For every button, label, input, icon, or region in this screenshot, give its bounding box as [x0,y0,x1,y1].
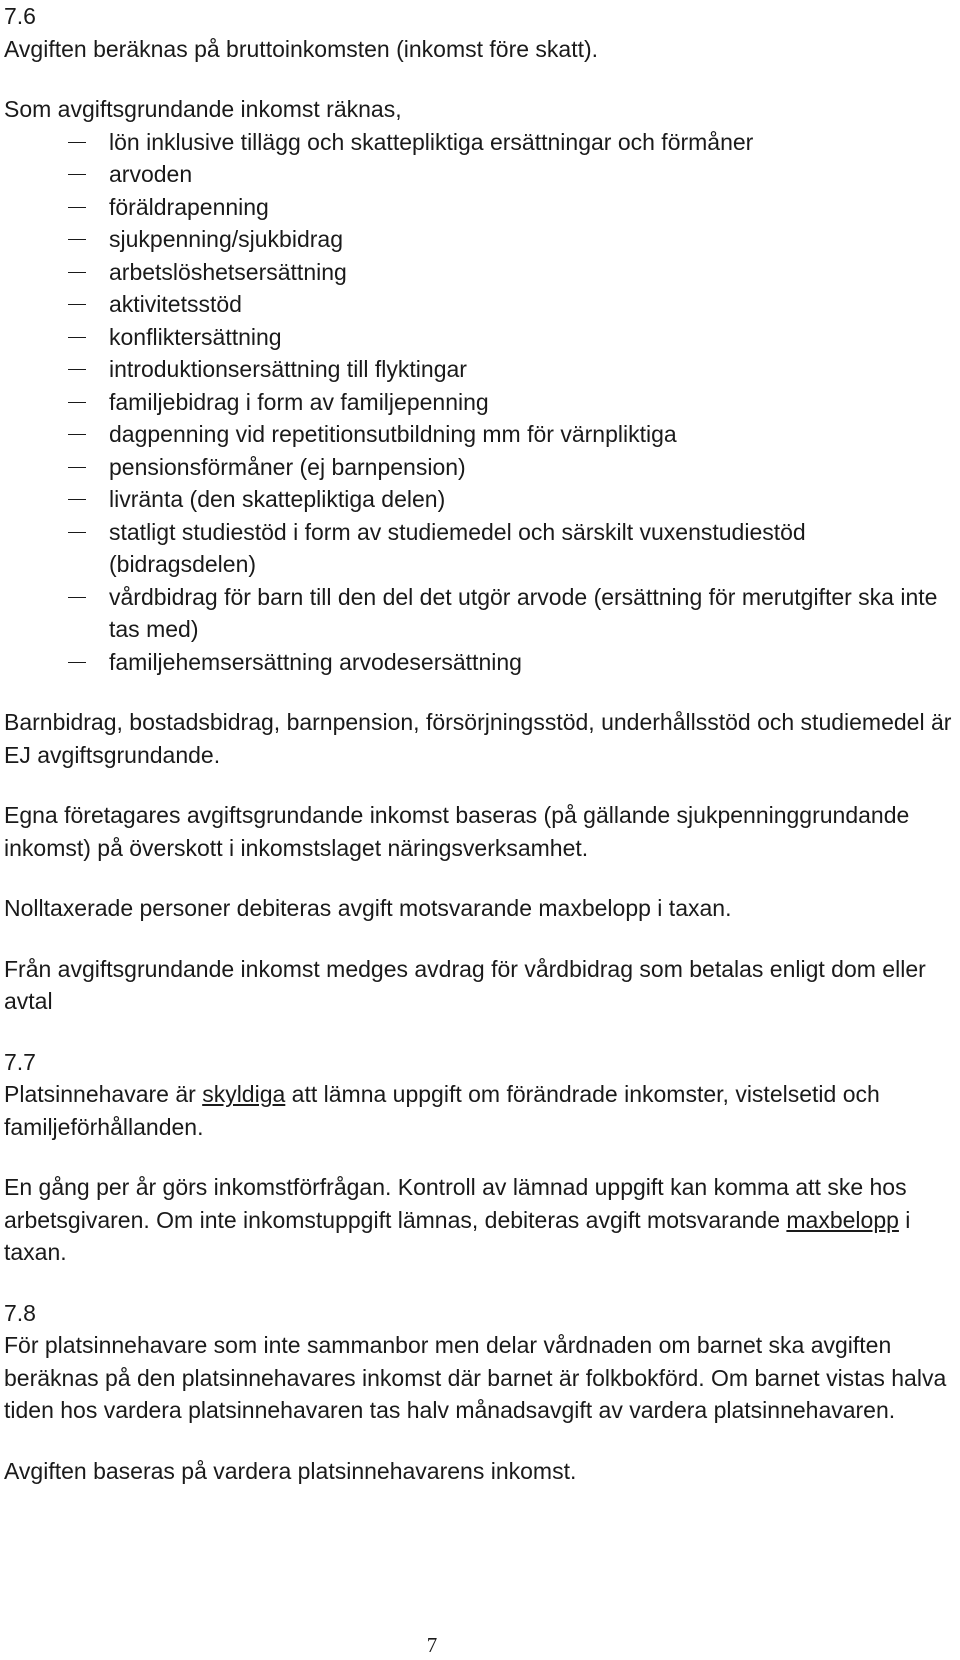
list-item [4,646,954,679]
shared-custody-paragraph: För platsinnehavare som inte sammanbor men delar vårdnaden om barnet ska avgiften beräknas på den platsinnehavares inkomst där barnet är folkbokförd. Om barnet vistas halva tiden hos vardera platsinnehavaren tas halv månadsavgift av vardera platsinnehavaren. [4,1332,947,1423]
list-lead: Som avgiftsgrundande inkomst räknas, [4,96,402,122]
income-basis-paragraph: Avgiften baseras på vardera platsinnehavarens inkomst. [4,1457,577,1484]
underlined-word: skyldiga [202,1081,286,1107]
dash-bullet-icon [68,337,86,338]
section-7-7 [4,1046,954,1269]
list-item-text: statligt studiestöd i form av studiemedel och särskilt vuxenstudiestöd (bidragsdelen) [109,518,806,577]
dash-bullet-icon [68,239,86,240]
deduction-paragraph: Från avgiftsgrundande inkomst medges avdrag för vårdbidrag som betalas enligt dom eller avtal [4,955,926,1014]
text-run: i taxan. [4,1206,911,1265]
list-item-text: vårdbidrag för barn till den del det utgör arvode (ersättning för merutgifter ska inte tas med) [109,583,938,642]
page-number: 7 [426,1633,438,1657]
text-run: Platsinnehavare är [4,1081,203,1107]
dash-bullet-icon [68,597,86,598]
list-item-text: arvoden [109,161,193,187]
list-item [4,353,954,386]
dash-bullet-icon [68,499,86,500]
section-number: 7.8 [4,1299,36,1326]
section-number: 7.6 [4,3,36,29]
list-item-text: lön inklusive tillägg och skattepliktiga ersättningar och förmåner [109,128,754,155]
text-run: En gång per år görs inkomstförfrågan. Kontroll av lämnad uppgift kan komma att ske hos arbetsgivaren. Om inte inkomstuppgift lämnas, debiteras avgift motsvarande [4,1174,907,1233]
list-item-text: introduktionsersättning till flyktingar [109,356,467,382]
list-item [4,158,954,191]
not-included-paragraph: Barnbidrag, bostadsbidrag, barnpension, försörjningsstöd, underhållsstöd och studiemedel är EJ avgiftsgrundande. [4,709,952,768]
income-inquiry-paragraph [4,1171,954,1269]
obligation-paragraph [4,1078,954,1143]
dash-bullet-icon [68,467,86,468]
dash-bullet-icon [68,207,86,208]
list-item-text: pensionsförmåner (ej barnpension) [109,453,466,480]
list-item [4,386,954,419]
list-item-text: dagpenning vid repetitionsutbildning mm för värnpliktiga [109,421,677,447]
list-item [4,223,954,256]
list-item-text: aktivitetsstöd [109,291,242,317]
list-item-text: familjebidrag i form av familjepenning [109,388,489,415]
list-item [4,483,954,516]
list-item [4,451,954,484]
list-item [4,191,954,224]
dash-bullet-icon [68,369,86,370]
zero-taxed-paragraph: Nolltaxerade personer debiteras avgift motsvarande maxbelopp i taxan. [4,895,732,921]
dash-bullet-icon [68,662,86,663]
list-item [4,126,954,159]
dash-bullet-icon [68,142,86,143]
dash-bullet-icon [68,272,86,273]
list-item-text: familjehemsersättning arvodesersättning [109,648,522,675]
text-run: att lämna uppgift om förändrade inkomster, vistelsetid och familjeförhållanden. [4,1081,880,1140]
page-footer [0,1633,960,1657]
intro-paragraph: Avgiften beräknas på bruttoinkomsten (inkomst före skatt). [4,35,599,62]
list-item [4,256,954,289]
underlined-word: maxbelopp [786,1206,899,1233]
list-item-text: livränta (den skattepliktiga delen) [109,486,446,512]
list-item [4,581,954,646]
self-employed-paragraph: Egna företagares avgiftsgrundande inkomst baseras (på gällande sjukpenninggrundande inkomst) på överskott i inkomstslaget näringsverksamhet. [4,802,910,861]
section-number: 7.7 [4,1048,36,1075]
list-item-text: konfliktersättning [109,323,282,350]
list-item-text: arbetslöshetsersättning [109,258,347,285]
dash-bullet-icon [68,532,86,533]
dash-bullet-icon [68,174,86,175]
income-list [4,126,954,679]
list-item-text: föräldrapenning [109,193,269,220]
document-page [4,0,954,1487]
dash-bullet-icon [68,304,86,305]
section-7-8 [4,1297,954,1488]
section-7-6 [4,0,954,1018]
dash-bullet-icon [68,434,86,435]
list-item [4,321,954,354]
list-item [4,418,954,451]
list-item-text: sjukpenning/sjukbidrag [109,226,343,252]
list-item [4,288,954,321]
dash-bullet-icon [68,402,86,403]
list-item [4,516,954,581]
